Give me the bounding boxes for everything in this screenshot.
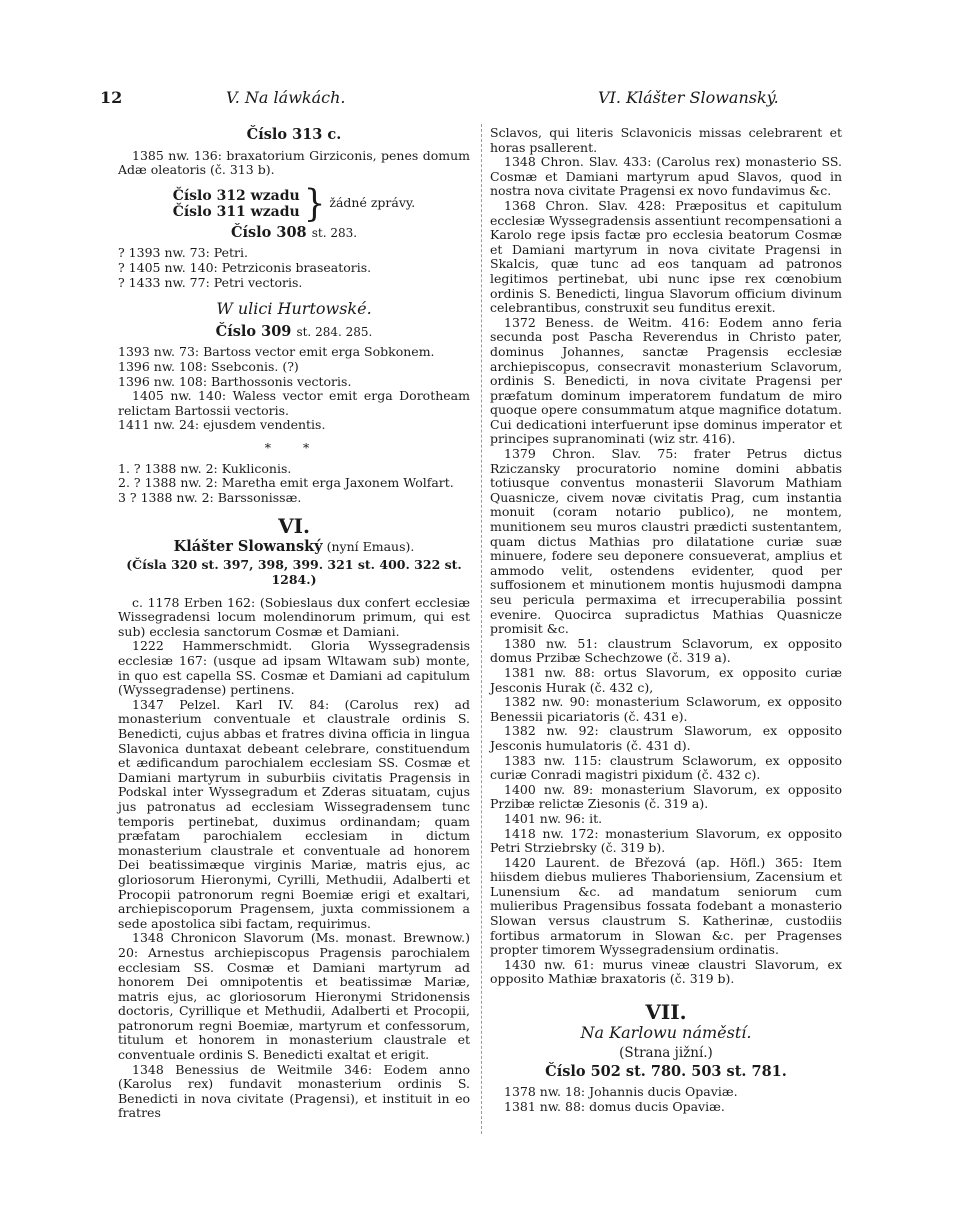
entry-309-1: 1393 nw. 73: Bartoss vector emit erga Sobkonem. [118,344,435,360]
entry-1430: 1430 nw. 61: murus vineæ claustri Slavorum, ex opposito Mathiæ braxatoris (č. 319 b). [490,956,842,987]
brace-note: žádné zprávy. [329,195,416,211]
entry-1381-opavia: 1381 nw. 88: domus ducis Opaviæ. [504,1099,725,1114]
entry-1380: 1380 nw. 51: claustrum Sclavorum, ex opposito domus Przibæ Schechzowe (č. 319 a). [490,635,842,666]
paragraph-1368: 1368 Chron. Slav. 428: Præpositus et capitulum ecclesiæ Wyssegradensis assentiunt recompensationi a Karolo rege ipsis factæ pro ecclesia beatorum Cosmæ et Damiani martyrum in nova civitate Pragensi in Skalcis, quæ tunc ad eos tanquam ad patronos legitimos pertinebat, ubi nunc ipse rex cœnobium ordinis S. Benedicti, lingua Slavorum officium divinum celebrantibus, construxit seu funditus erexit. [490,197,842,316]
section-subtitle-vii: (Strana jižní.) [619,1045,713,1062]
entry-308-2: ? 1405 nw. 140: Petrziconis braseatoris. [118,259,372,275]
entry-309-3: 1396 nw. 108: Barthossonis vectoris. [118,373,352,389]
curly-brace-icon: } [303,181,326,226]
section-title-vi-note: (nyní Emaus). [326,538,415,554]
heading-309 [118,322,470,340]
page-number: 12 [100,88,123,107]
section-title-vi [118,537,470,555]
heading-308-st: st. 283. [311,225,358,240]
paragraph-continued: Sclavos, qui literis Sclavonicis missas celebrarent et horas psallerent. [490,125,842,155]
entry-1420: 1420 Laurent. de Březová (ap. Höfl.) 365: Item hiisdem diebus mulieres Thaboriensium, Zacensium et Lunensium &c. ad mandatum seniorum cum mulieribus Pragensibus fossata fodebant a monasterio Slowan versus claustrum S. Katherinæ, custodiis fortibus armatorum in Slowan &c. per Pragenses propter timorem Wyssegradensium ordinatis. [490,854,842,958]
brace-group [118,181,470,226]
section-title-vi-main: Klášter Slowanský [173,537,323,555]
paragraph-1348-chron: 1348 Chron. Slav. 433: (Carolus rex) monasterio SS. Cosmæ et Damiani martyrum apud Slavos, quod in nostra nova civitate Pragensi ex novo fundavimus &c. [490,154,842,199]
entry-308-1: ? 1393 nw. 73: Petri. [118,245,248,261]
paragraph-1347: 1347 Pelzel. Karl IV. 84: (Carolus rex) ad monasterium conventuale et claustrale ordinis S. Benedicti, cujus abbas et fratres divina officia in lingua Slavonica duntaxat debeant celebrare, constituendum et ædificandum parochialem ecclesiam SS. Cosmæ et Damiani martyrum in suburbiis civitatis Pragensis in Podskal inter Wyssegradum et Zderas situatam, cujus jus patronatus ad ecclesiam Wissegradensem tunc temporis pertinebat, duximus ordinandam; quam præfatam parochialem ecclesiam in dictum monasterium claustrale et conventuale ad honorem Dei beatissimæque virginis Mariæ, matris ejus, ac gloriosorum Hieronymi, Cyrilli, Methudii, Adalberti et Procopii patronorum regni Boemiæ erigi et exaltari, archiepiscoporum Pragensem, juxta commissionem a sede apostolica sibi factam, requirimus. [118,696,470,931]
entry-1383: 1383 nw. 115: claustrum Sclaworum, ex opposito curiæ Conradi magistri pixidum (č. 432 c). [490,752,842,783]
entry-1378: 1378 nw. 18: Johannis ducis Opaviæ. [504,1084,738,1100]
section-asterisks: * * [264,439,324,455]
entry-1401: 1401 nw. 96: it. [504,810,603,826]
section-title-vii: Na Karlowu náměstí. [580,1022,752,1042]
heading-309-number: Číslo 309 [215,322,292,340]
misc-entry-2: 2. ? 1388 nw. 2: Maretha emit erga Jaxonem Wolfart. [118,475,454,491]
entry-308-3: ? 1433 nw. 77: Petri vectoris. [118,274,303,290]
paragraph-1372: 1372 Beness. de Weitm. 416: Eodem anno feria secunda post Pascha Reverendus in Christo pater, dominus Johannes, sanctæ Pragensis ecclesiæ archiepiscopus, consecravit monasterium Sclavorum, ordinis S. Benedicti, in nova civitate Pragensi per præfatum dominum imperatorem fundatum de miro quoque opere consummatum atque magnifice dotatum. Cui dedicationi interfuerunt ipse dominus imperator et principes supranominati (wiz str. 416). [490,314,842,447]
heading-309-st: st. 284. 285. [296,324,373,339]
street-heading: W ulici Hurtowské. [216,299,372,319]
right-column [490,126,842,1115]
left-column [118,126,470,1121]
entry-309-5: 1411 nw. 24: ejusdem vendentis. [118,417,326,433]
section-number-vii: VII. [645,1000,687,1025]
paragraph-1222: 1222 Hammerschmidt. Gloria Wyssegradensis ecclesiæ 167: (usque ad ipsam Wltawam sub) monte, in quo est capella SS. Cosmæ et Damiani ad capitulum (Wyssegradense) pertinens. [118,638,470,698]
paragraph-1178: c. 1178 Erben 162: (Sobieslaus dux confert ecclesiæ Wissegradensi locum molendinorum primum, qui est sub) ecclesia sanctorum Cosmæ et Damiani. [118,594,470,639]
entry-1400: 1400 nw. 89: monasterium Slavorum, ex opposito Przibæ relictæ Ziesonis (č. 319 a). [490,781,842,812]
paragraph-1379: 1379 Chron. Slav. 75: frater Petrus dictus Rziczansky procuratorio nomine domini abbatis totiusque conventus monasterii Slavorum Mathiam Quasnicze, civem novæ civitatis Prag, cum instantia monuit (coram notario publico), ne montem, munitionem seu muros claustri prædicti sustentantem, quam dictus Mathias pro dilatatione curiæ suæ minuere, fodere seu deponere consueverat, amplius et ammodo velit, ostendens evidenter, quod per suffosionem et minutionem montis hujusmodi dampna seu pericula permaxima et irrecuperabilia possint evenire. Quocirca supradictus Mathias Quasnicze promisit &c. [490,446,842,637]
paragraph-1348-benessius: 1348 Benessius de Weitmile 346: Eodem anno (Karolus rex) fundavit monasterium ordinis S. Benedicti in nova civitate (Pragensi), et instituit in eo fratres [118,1061,470,1121]
entry-1381: 1381 nw. 88: ortus Slavorum, ex opposito curiæ Jesconis Hurak (č. 432 c), [490,664,842,695]
running-head-right: VI. Klášter Slowanský. [598,88,779,107]
entry-309-4: 1405 nw. 140: Waless vector emit erga Dorotheam relictam Bartossii vectoris. [118,388,470,418]
entry-1382-b: 1382 nw. 92: claustrum Slaworum, ex opposito Jesconis humulatoris (č. 431 d). [490,723,842,753]
heading-313: Číslo 313 c. [246,126,342,143]
column-divider [481,124,482,1134]
misc-entry-1: 1. ? 1388 nw. 2: Kukliconis. [118,460,292,476]
paragraph-1348-chronicon: 1348 Chronicon Slavorum (Ms. monast. Brewnow.) 20: Arnestus archiepiscopus Pragensis parochialem ecclesiam SS. Cosmæ et Damiani martyrum ad honorem Dei omnipotentis et beatissimæ Mariæ, matris ejus, ac gloriosorum Hieronymi Stridonensis doctoris, Cyrillique et Methudii, Adalberti et Procopii, patronorum regni Boemiæ, martyrum et confessorum, titulum et honorem in monasterium claustrale et conventuale ordinis S. Benedicti exaltat et erigit. [118,930,470,1063]
brace-line-311: Číslo 311 wzadu [172,203,300,220]
heading-308-number: Číslo 308 [230,223,307,241]
brace-line-312: Číslo 312 wzadu [172,187,300,204]
heading-308 [118,223,470,241]
section-number-vi: VI. [278,514,310,539]
brace-labels [173,188,300,220]
section-numbers-vi: (Čísla 320 st. 397, 398, 399. 321 st. 400. 322 st. 1284.) [126,557,462,588]
heading-502: Číslo 502 st. 780. 503 st. 781. [545,1062,787,1080]
running-head-left: V. Na láwkách. [226,88,346,107]
entry-1418: 1418 nw. 172: monasterium Slavorum, ex opposito Petri Strziebrsky (č. 319 b). [490,825,842,856]
entry-309-2: 1396 nw. 108: Ssebconis. (?) [118,358,299,374]
misc-entry-3: 3 ? 1388 nw. 2: Barssonissæ. [118,489,302,505]
entry-313: 1385 nw. 136: braxatorium Girziconis, penes domum Adæ oleatoris (č. 313 b). [118,147,470,178]
entry-1382-a: 1382 nw. 90: monasterium Sclaworum, ex opposito Benessii picariatoris (č. 431 e). [490,694,842,724]
